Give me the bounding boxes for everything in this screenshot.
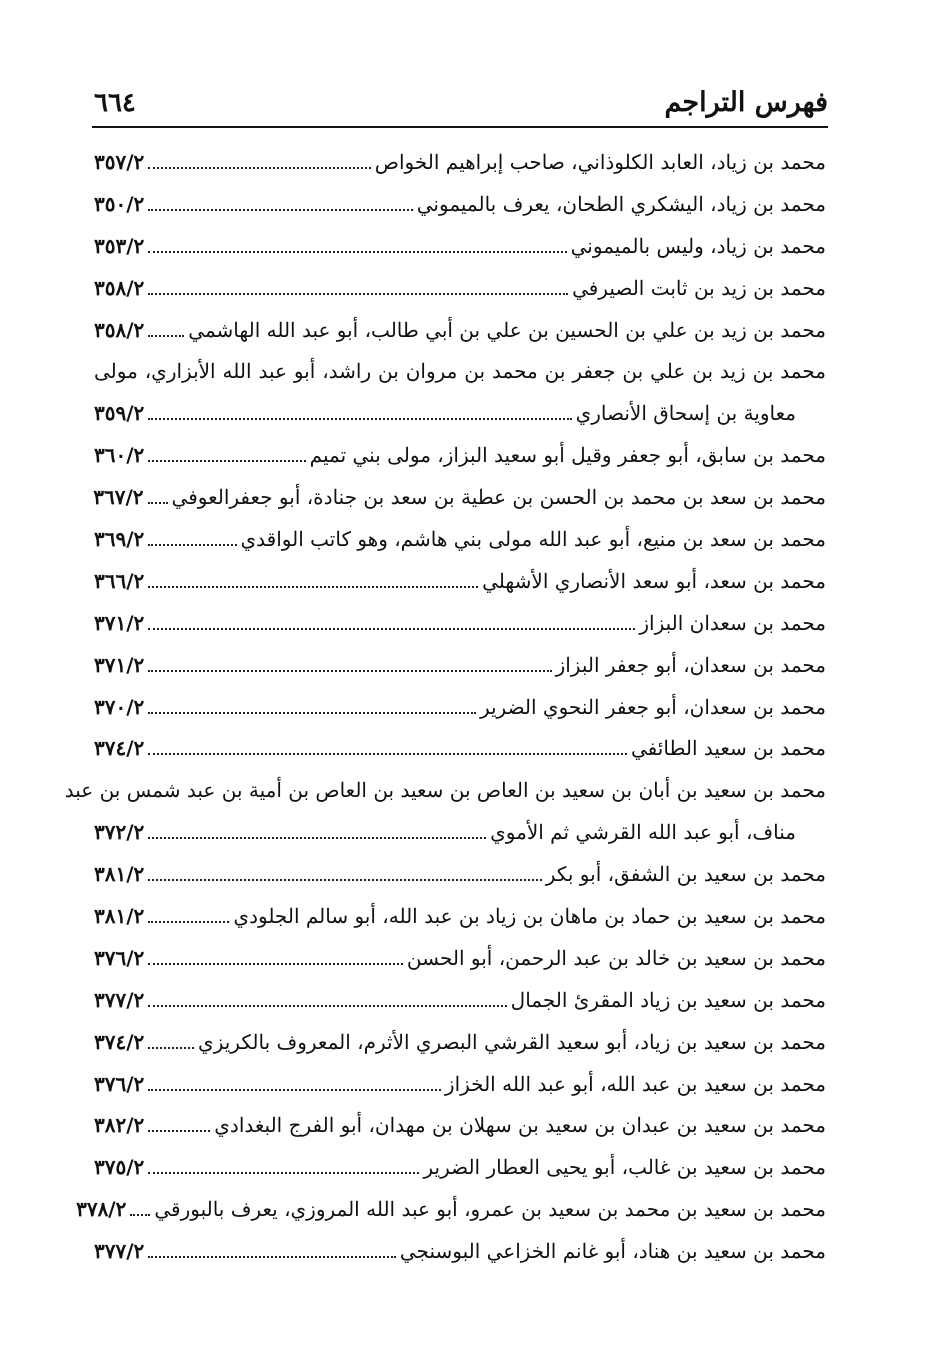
leader-dots: [148, 209, 412, 211]
entry-reference: ٣٨١/٢: [94, 862, 145, 887]
leader-dots: [148, 837, 486, 839]
leader-dots: [130, 1214, 150, 1216]
entry-reference: ٣٧٠/٢: [94, 694, 145, 719]
entry-name: محمد بن سعدان، أبو جعفر البزاز: [555, 652, 826, 677]
leader-dots: [148, 670, 551, 672]
entry-name: محمد بن زيد بن علي بن الحسين بن علي بن أبي طالب، أبو عبد الله الهاشمي: [188, 317, 826, 342]
leader-dots: [148, 293, 568, 295]
leader-dots: [148, 753, 627, 755]
entry-line: [94, 184, 826, 226]
index-entry: [94, 1064, 826, 1106]
entry-name: محمد بن سعيد بن الشفق، أبو بكر: [545, 862, 826, 887]
entry-line: [94, 519, 826, 561]
entry-line: [94, 226, 826, 268]
leader-dots: [148, 544, 236, 546]
index-entry: [94, 561, 826, 603]
leader-dots: [148, 921, 229, 923]
page-header: [94, 72, 828, 116]
entry-name: محمد بن سعيد بن عبدان بن سعيد بن سهلان بن مهدان، أبو الفرج البغدادي: [214, 1113, 826, 1138]
leader-dots: [148, 167, 370, 169]
entry-name: محمد بن زيد بن ثابت الصيرفي: [572, 275, 826, 300]
index-entry: [94, 938, 826, 980]
leader-dots: [148, 1130, 210, 1132]
index-entry: [94, 310, 826, 352]
index-entry: [94, 477, 826, 519]
entry-line: [94, 142, 826, 184]
index-entry: [94, 728, 826, 770]
entry-reference: ٣٨١/٢: [94, 904, 145, 929]
entry-reference: ٣٥٣/٢: [94, 233, 145, 258]
index-entry: [94, 854, 826, 896]
index-entry: [94, 268, 826, 310]
entry-reference: ٣٧٦/٢: [94, 945, 145, 970]
leader-dots: [148, 712, 476, 714]
leader-dots: [148, 628, 635, 630]
index-entry: [94, 435, 826, 477]
entry-line: [94, 310, 826, 352]
index-entry: [94, 184, 826, 226]
entry-name-continued: مناف، أبو عبد الله القرشي ثم الأموي: [490, 820, 796, 845]
entry-reference: ٣٧٧/٢: [94, 987, 145, 1012]
entry-line: [94, 938, 826, 980]
entry-name: محمد بن سعيد بن زياد المقرئ الجمال: [510, 987, 826, 1012]
entry-reference: ٣٧١/٢: [94, 610, 145, 635]
entry-line: [94, 1147, 826, 1189]
index-entry: [94, 687, 826, 729]
entry-name: محمد بن سعدان، أبو جعفر النحوي الضرير: [479, 694, 826, 719]
index-entry: [94, 645, 826, 687]
entry-reference: ٣٧١/٢: [94, 652, 145, 677]
entry-reference: ٣٧٤/٢: [94, 1029, 145, 1054]
entry-line: [94, 1231, 826, 1273]
entry-name: محمد بن سعيد بن أبان بن سعيد بن العاص بن سعيد بن العاص بن أمية بن عبد شمس بن عبد: [64, 778, 826, 803]
entry-name: محمد بن زياد، وليس بالميموني: [570, 233, 826, 258]
page-number: ٦٦٤: [94, 88, 136, 118]
entry-reference: ٣٧٥/٢: [94, 1155, 145, 1180]
entry-name: محمد بن سابق، أبو جعفر وقيل أبو سعيد البزاز، مولى بني تميم: [309, 443, 826, 468]
leader-dots: [148, 1089, 441, 1091]
index-entry: [94, 1105, 826, 1147]
index-entry: [94, 980, 826, 1022]
entry-name-continued: معاوية بن إسحاق الأنصاري: [575, 401, 796, 426]
entry-reference: ٣٥٨/٢: [94, 275, 145, 300]
entry-name: محمد بن زياد، العابد الكلوذاني، صاحب إبراهيم الخواص: [374, 150, 826, 174]
leader-dots: [148, 460, 305, 462]
entry-name: محمد بن زياد، اليشكري الطحان، يعرف بالميموني: [416, 191, 826, 216]
entry-line: [94, 561, 826, 603]
entry-line: [94, 435, 826, 477]
entry-reference: ٣٥٩/٢: [94, 401, 145, 426]
leader-dots: [148, 963, 403, 965]
entry-name: محمد بن سعيد بن هناد، أبو غانم الخزاعي البوسنجي: [399, 1239, 826, 1264]
entry-line: [94, 812, 826, 854]
entry-name: محمد بن سعيد بن زياد، أبو سعيد القرشي البصري الأثرم، المعروف بالكريزي: [198, 1029, 826, 1054]
entry-reference: ٣٥٨/٢: [94, 317, 145, 342]
index-entry: [64, 770, 826, 854]
entry-line: [64, 770, 826, 812]
leader-dots: [148, 1256, 396, 1258]
leader-dots: [148, 1047, 194, 1049]
entry-line: [94, 645, 826, 687]
entry-reference: ٣٧٨/٢: [76, 1197, 127, 1222]
entry-reference: ٣٦٧/٢: [93, 485, 144, 510]
leader-dots: [148, 335, 184, 337]
leader-dots: [148, 586, 478, 588]
entry-line: [94, 1022, 826, 1064]
entry-reference: ٣٦٠/٢: [94, 443, 145, 468]
entry-reference: ٣٧٤/٢: [94, 736, 145, 761]
entry-reference: ٣٧٧/٢: [94, 1239, 145, 1264]
entry-name: محمد بن سعد، أبو سعد الأنصاري الأشهلي: [482, 568, 826, 593]
entry-name: محمد بن سعيد بن حماد بن ماهان بن زياد بن عبد الله، أبو سالم الجلودي: [233, 904, 826, 929]
entry-line: [94, 980, 826, 1022]
entry-name: محمد بن سعدان البزاز: [639, 610, 826, 635]
entry-line: [94, 854, 826, 896]
entry-name: محمد بن سعد بن منيع، أبو عبد الله مولى بني هاشم، وهو كاتب الواقدي: [240, 527, 826, 552]
header-rule: [92, 126, 828, 128]
entry-reference: ٣٨٢/٢: [94, 1113, 145, 1138]
leader-dots: [148, 1005, 506, 1007]
index-entry: [94, 603, 826, 645]
index-entry: [76, 1189, 826, 1231]
index-entry: [94, 1147, 826, 1189]
entry-reference: ٣٥٧/٢: [94, 150, 145, 174]
page-title: فهرس التراجم: [664, 87, 828, 118]
entry-name: محمد بن سعيد بن خالد بن عبد الرحمن، أبو الحسن: [406, 945, 826, 970]
entry-name: محمد بن سعد بن محمد بن الحسن بن عطية بن سعد بن جنادة، أبو جعفرالعوفي: [171, 485, 826, 510]
entry-reference: ٣٦٩/٢: [94, 527, 145, 552]
entry-name: محمد بن سعيد بن محمد بن سعيد بن عمرو، أبو عبد الله المروزي، يعرف بالبورقي: [154, 1197, 826, 1222]
index-entry: [94, 351, 826, 435]
index-entry: [94, 1231, 826, 1273]
entry-reference: ٣٧٦/٢: [94, 1071, 145, 1096]
index-entry: [94, 142, 826, 184]
entry-name: محمد بن سعيد بن غالب، أبو يحيى العطار الضرير: [423, 1155, 826, 1180]
entry-line: [94, 603, 826, 645]
entry-line: [76, 1189, 826, 1231]
entry-line: [94, 268, 826, 310]
index-entry: [94, 519, 826, 561]
entry-list: [64, 142, 826, 1273]
entry-reference: ٣٧٢/٢: [94, 820, 145, 845]
entry-name: محمد بن سعيد بن عبد الله، أبو عبد الله الخزاز: [444, 1071, 826, 1096]
index-entry: [94, 226, 826, 268]
index-entry: [94, 1022, 826, 1064]
entry-line: [94, 1064, 826, 1106]
entry-reference: ٣٦٦/٢: [94, 568, 145, 593]
entry-line: [94, 687, 826, 729]
entry-line: [94, 728, 826, 770]
index-entry: [94, 896, 826, 938]
leader-dots: [148, 502, 168, 504]
entry-name: محمد بن زيد بن علي بن جعفر بن محمد بن مروان بن راشد، أبو عبد الله الأبزاري، مولى: [94, 359, 826, 384]
leader-dots: [148, 1172, 419, 1174]
leader-dots: [148, 418, 571, 420]
entry-line: [94, 393, 826, 435]
leader-dots: [148, 879, 542, 881]
entry-line: [94, 896, 826, 938]
leader-dots: [148, 251, 566, 253]
entry-reference: ٣٥٠/٢: [94, 191, 145, 216]
entry-line: [94, 1105, 826, 1147]
entry-line: [94, 477, 826, 519]
entry-name: محمد بن سعيد الطائفي: [631, 736, 826, 761]
entry-line: [94, 351, 826, 393]
